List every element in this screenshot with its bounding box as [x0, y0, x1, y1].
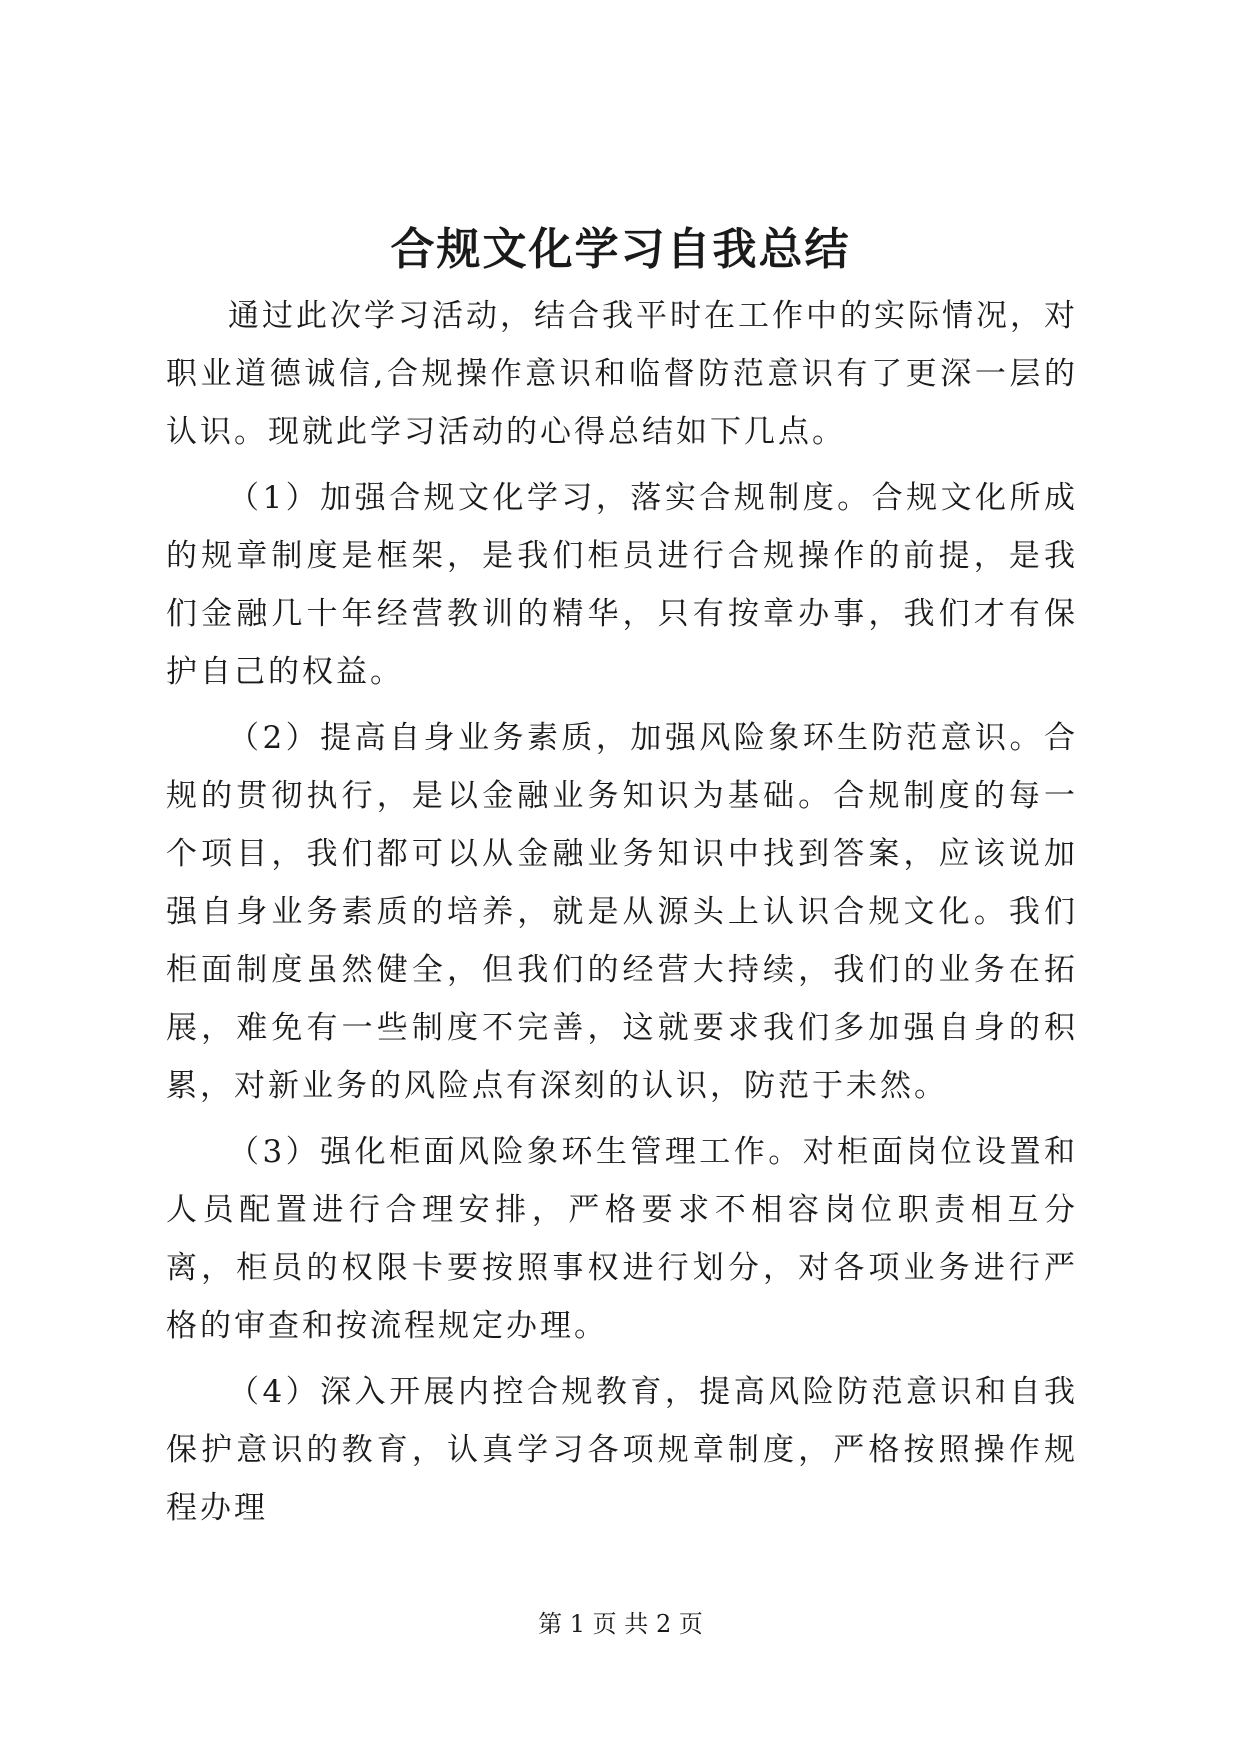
paragraph-point-3: （3）强化柜面风险象环生管理工作。对柜面岗位设置和人员配置进行合理安排，严格要求不相容岗位职责相互分离，柜员的权限卡要按照事权进行划分，对各项业务进行严格的审查和按流程规定办理。: [166, 1134, 1078, 1344]
paragraph-intro: 通过此次学习活动，结合我平时在工作中的实际情况，对职业道德诚信,合规操作意识和临督防范意识有了更深一层的认识。现就此学习活动的心得总结如下几点。: [166, 298, 1078, 450]
document-title: 合规文化学习自我总结: [390, 224, 851, 275]
page-number-footer: 第 1 页 共 2 页: [538, 1610, 703, 1638]
paragraph-point-4: （4）深入开展内控合规教育，提高风险防范意识和自我保护意识的教育，认真学习各项规章制度，严格按照操作规程办理: [166, 1374, 1078, 1526]
paragraph-point-2: （2）提高自身业务素质，加强风险象环生防范意识。合规的贯彻执行，是以金融业务知识为基础。合规制度的每一个项目，我们都可以从金融业务知识中找到答案，应该说加强自身业务素质的培养，就是从源头上认识合规文化。我们柜面制度虽然健全，但我们的经营大持续，我们的业务在拓展，难免有一些制度不完善，这就要求我们多加强自身的积累，对新业务的风险点有深刻的认识，防范于未然。: [166, 720, 1078, 1104]
paragraph-point-1: （1）加强合规文化学习，落实合规制度。合规文化所成的规章制度是框架，是我们柜员进行合规操作的前提，是我们金融几十年经营教训的精华，只有按章办事，我们才有保护自己的权益。: [166, 480, 1078, 690]
document-body: [166, 287, 1078, 1545]
